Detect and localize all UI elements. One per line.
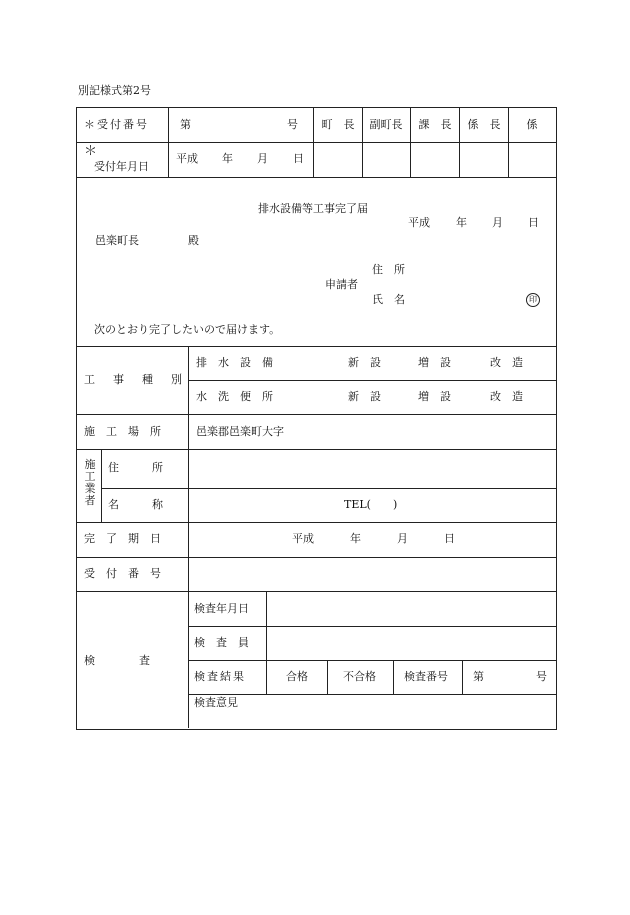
rule bbox=[76, 449, 556, 450]
inspection-label: 検 査 bbox=[84, 654, 150, 667]
approver-subsection-chief: 係 長 bbox=[467, 118, 501, 131]
notice-date-day: 日 bbox=[528, 216, 539, 229]
inspection-result-label: 検査結果 bbox=[194, 670, 246, 683]
inspection-fail: 不合格 bbox=[343, 670, 376, 683]
rule bbox=[188, 380, 556, 381]
rule bbox=[76, 414, 556, 415]
reception-date-day: 日 bbox=[293, 152, 304, 165]
rule bbox=[188, 694, 556, 695]
contractor-tel: TEL( ) bbox=[344, 498, 398, 511]
reception-no-prefix: 第 bbox=[180, 118, 191, 131]
inspection-no-prefix: 第 bbox=[473, 670, 484, 683]
addressee: 邑楽町長 bbox=[95, 234, 139, 247]
rule bbox=[327, 660, 328, 694]
reception-date-label: 受付年月日 bbox=[94, 160, 149, 173]
contractor-label: 施工業者 bbox=[84, 458, 96, 507]
rule bbox=[459, 107, 460, 177]
rule bbox=[393, 660, 394, 694]
rule bbox=[362, 107, 363, 177]
seal-icon: 印 bbox=[526, 293, 540, 307]
applicant-address-label: 住 所 bbox=[372, 263, 405, 276]
drainage-option-remodel: 改 造 bbox=[490, 356, 523, 369]
form-id: 別記様式第2号 bbox=[78, 84, 151, 97]
completion-year: 年 bbox=[350, 532, 361, 545]
reception-no-label: ＊受付番号 bbox=[84, 118, 149, 131]
rule bbox=[168, 107, 169, 177]
approver-deputy: 副町長 bbox=[369, 118, 403, 131]
notice-date-era: 平成 bbox=[408, 216, 430, 229]
rule bbox=[462, 660, 463, 694]
rule bbox=[76, 522, 556, 523]
approver-staff: 係 bbox=[526, 118, 538, 131]
applicant-name-label: 氏 名 bbox=[372, 293, 405, 306]
completion-day: 日 bbox=[444, 532, 455, 545]
completion-era: 平成 bbox=[292, 532, 314, 545]
inspection-no-suffix: 号 bbox=[536, 670, 547, 683]
site-value: 邑楽郡邑楽町大字 bbox=[196, 425, 284, 438]
rule bbox=[188, 346, 189, 728]
completion-month: 月 bbox=[397, 532, 408, 545]
toilet-option-new: 新 設 bbox=[348, 390, 381, 403]
reception-date-era: 平成 bbox=[176, 152, 198, 165]
honorific: 殿 bbox=[188, 234, 199, 247]
rule bbox=[188, 626, 556, 627]
approver-mayor: 町 長 bbox=[321, 118, 355, 131]
rule bbox=[76, 591, 556, 592]
approver-section-chief: 課 長 bbox=[418, 118, 452, 131]
inspection-no-label: 検査番号 bbox=[404, 670, 448, 683]
rule bbox=[76, 177, 556, 178]
rule bbox=[76, 142, 556, 143]
form-frame bbox=[76, 107, 557, 730]
work-type-label: 工 事 種 別 bbox=[84, 373, 182, 386]
contractor-address-label: 住 所 bbox=[108, 461, 163, 474]
rule bbox=[76, 557, 556, 558]
reception-date-star: ＊ bbox=[84, 144, 98, 159]
rule bbox=[101, 488, 556, 489]
inspection-pass: 合格 bbox=[286, 670, 308, 683]
reception-no-suffix: 号 bbox=[287, 118, 298, 131]
inspection-date-label: 検査年月日 bbox=[194, 602, 249, 615]
rule bbox=[76, 346, 556, 347]
contractor-name-label: 名 称 bbox=[108, 498, 163, 511]
notice-title: 排水設備等工事完了届 bbox=[258, 202, 368, 215]
toilet-option-extend: 増 設 bbox=[418, 390, 451, 403]
toilet-option-remodel: 改 造 bbox=[490, 390, 523, 403]
rule bbox=[508, 107, 509, 177]
work-type-flush-toilet: 水 洗 便 所 bbox=[196, 390, 273, 403]
rule bbox=[188, 660, 556, 661]
rule bbox=[313, 107, 314, 177]
rule bbox=[410, 107, 411, 177]
inspector-label: 検 査 員 bbox=[194, 636, 249, 649]
drainage-option-new: 新 設 bbox=[348, 356, 381, 369]
inspection-opinion-label: 検査意見 bbox=[194, 696, 238, 709]
site-label: 施 工 場 所 bbox=[84, 425, 161, 438]
reception-date-year: 年 bbox=[222, 152, 233, 165]
notice-date-month: 月 bbox=[492, 216, 503, 229]
notice-date-year: 年 bbox=[456, 216, 467, 229]
drainage-option-extend: 増 設 bbox=[418, 356, 451, 369]
work-type-drainage: 排 水 設 備 bbox=[196, 356, 273, 369]
rule bbox=[266, 591, 267, 694]
notice-body: 次のとおり完了したいので届けます。 bbox=[94, 323, 281, 336]
rule bbox=[101, 449, 102, 522]
completion-label: 完 了 期 日 bbox=[84, 532, 161, 545]
applicant-label: 申請者 bbox=[325, 278, 358, 291]
reception-number-label: 受 付 番 号 bbox=[84, 567, 161, 580]
reception-date-month: 月 bbox=[257, 152, 268, 165]
